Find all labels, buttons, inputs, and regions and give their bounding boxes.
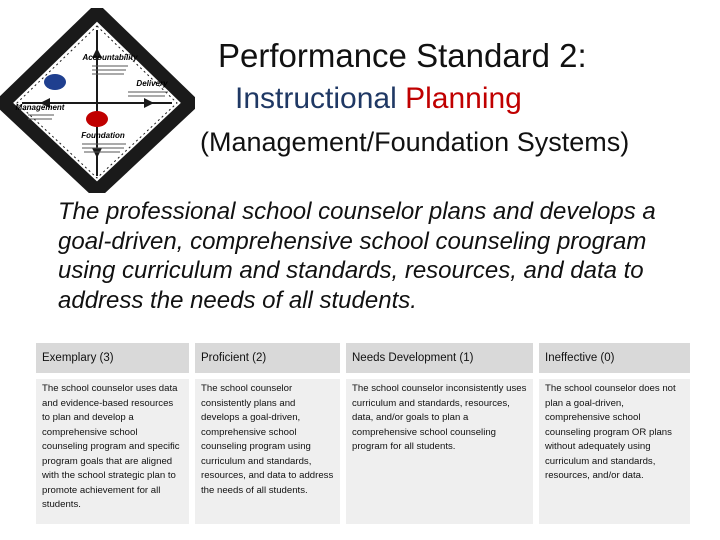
rubric-cell-proficient: The school counselor consistently plans and develops a goal-driven, comprehensive school counseling program using curriculum and standards, resources, and data to address the needs of all students. xyxy=(195,379,346,524)
title-word-planning: Planning xyxy=(405,82,522,115)
standard-description: The professional school counselor plans and develops a goal-driven, comprehensive school counseling program using curriculum and standards, resources, and data to address the needs of all students. xyxy=(58,198,656,314)
rubric-header-needs-development: Needs Development (1) xyxy=(346,343,539,379)
rubric-header-row xyxy=(36,343,690,379)
rubric-header-exemplary: Exemplary (3) xyxy=(36,343,195,379)
rubric-cell-exemplary: The school counselor uses data and evidence-based resources to plan and develop a comprehensive school counseling program and specific program goals that are aligned with the school strategic plan to promote achievement for all students. xyxy=(36,379,195,524)
table-row xyxy=(36,379,690,524)
logo-blue-dot-icon xyxy=(44,74,66,90)
rubric-header-ineffective: Ineffective (0) xyxy=(539,343,690,379)
rubric-header-proficient: Proficient (2) xyxy=(195,343,346,379)
asca-model-logo xyxy=(0,8,195,193)
logo-label-delivery: Delivery xyxy=(136,79,168,88)
title-line-2 xyxy=(235,82,522,116)
logo-label-management: Management xyxy=(15,103,65,112)
rubric-cell-ineffective: The school counselor does not plan a goal-driven, comprehensive school counseling program OR plans without adequately using curriculum and standards, resources, and/or data. xyxy=(539,379,690,524)
logo-label-accountability: Accountability xyxy=(82,53,138,62)
logo-red-dot-icon xyxy=(86,111,108,127)
title-line-1: Performance Standard 2: xyxy=(218,37,587,74)
title-word-instructional: Instructional xyxy=(235,82,397,115)
rubric-cell-needs-development: The school counselor inconsistently uses curriculum and standards, resources, data, and/or goals to plan a comprehensive school counseling program for all students. xyxy=(346,379,539,524)
title-line-3: (Management/Foundation Systems) xyxy=(200,127,630,157)
rubric-table xyxy=(36,343,690,524)
logo-label-foundation: Foundation xyxy=(81,131,125,140)
